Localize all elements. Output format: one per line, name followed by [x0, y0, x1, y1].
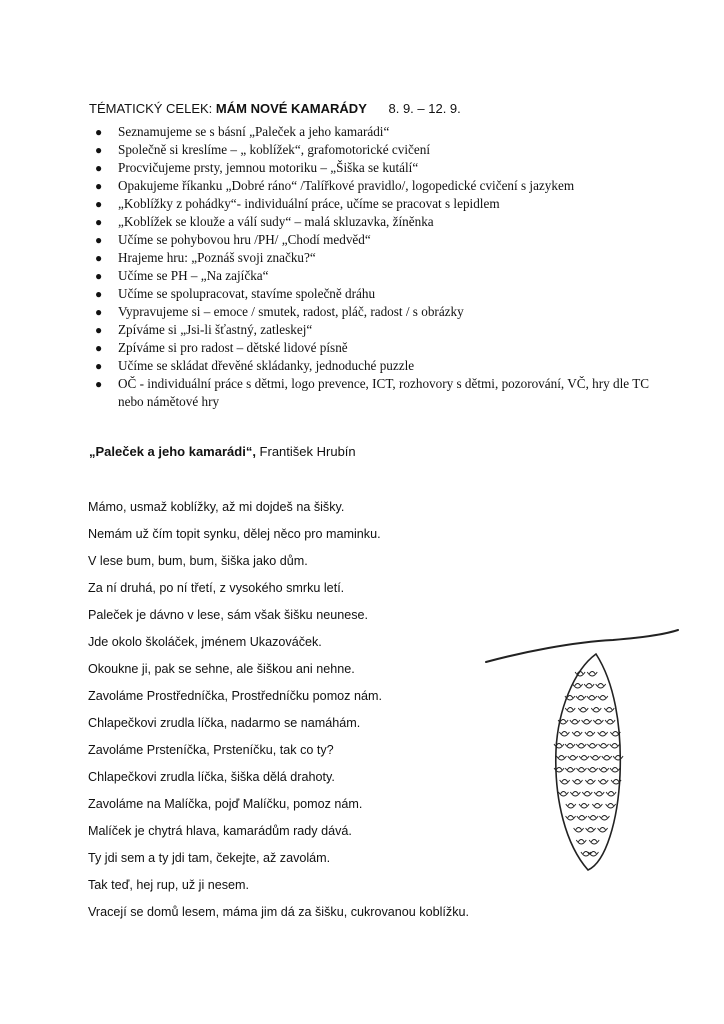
poem-line: Ty jdi sem a ty jdi tam, čekejte, až zavolám.	[88, 851, 331, 865]
activity-item	[92, 303, 652, 321]
poem-line: Zavoláme Prsteníčka, Prsteníčku, tak co ty?	[88, 743, 334, 757]
bullet-icon: ●	[95, 359, 103, 373]
bullet-icon: ●	[95, 251, 103, 265]
activity-text: Učíme se pohybovou hru /PH/ „Chodí medvěd“	[118, 232, 371, 247]
activity-text: Seznamujeme se s básní „Paleček a jeho kamarádi“	[118, 124, 390, 139]
theme-heading	[89, 101, 461, 116]
activity-text: „Koblížky z pohádky“- individuální práce, učíme se pracovat s lepidlem	[118, 196, 500, 211]
poem-line: Za ní druhá, po ní třetí, z vysokého smrku letí.	[88, 581, 345, 595]
poem-line: Mámo, usmaž koblížky, až mi dojdeš na šišky.	[88, 500, 345, 514]
activity-text: Procvičujeme prsty, jemnou motoriku – „Šiška se kutálí“	[118, 160, 419, 175]
theme-dates: 8. 9. – 12. 9.	[388, 101, 461, 116]
bullet-icon: ●	[95, 341, 103, 355]
bullet-icon: ●	[95, 215, 103, 229]
bullet-icon: ●	[95, 143, 103, 157]
poem-line: Vracejí se domů lesem, máma jim dá za šišku, cukrovanou koblížku.	[88, 905, 469, 919]
activity-text: Hrajeme hru: „Poznáš svoji značku?“	[118, 250, 316, 265]
bullet-icon: ●	[95, 377, 103, 391]
activity-item	[92, 267, 652, 285]
poem-line: Jde okolo školáček, jménem Ukazováček.	[88, 635, 322, 649]
activity-text: Učíme se spolupracovat, stavíme společně dráhu	[118, 286, 376, 301]
poem-line: Nemám už čím topit synku, dělej něco pro maminku.	[88, 527, 381, 541]
activity-text: Vypravujeme si – emoce / smutek, radost, pláč, radost / s obrázky	[118, 304, 464, 319]
theme-title: MÁM NOVÉ KAMARÁDY	[215, 101, 367, 116]
spruce-twig	[486, 630, 678, 662]
bullet-icon: ●	[95, 287, 103, 301]
activity-item	[92, 195, 652, 213]
poem-heading	[89, 444, 356, 459]
activity-text: Společně si kreslíme – „ koblížek“, grafomotorické cvičení	[118, 142, 430, 157]
activity-text: „Koblížek se klouže a válí sudy“ – malá skluzavka, žíněnka	[118, 214, 434, 229]
activity-item	[92, 231, 652, 249]
activity-text: Učíme se PH – „Na zajíčka“	[118, 268, 269, 283]
activity-text: Učíme se skládat dřevěné skládanky, jednoduché puzzle	[118, 358, 415, 373]
activity-item	[92, 141, 652, 159]
poem-line: Okoukne ji, pak se sehne, ale šiškou ani nehne.	[88, 662, 355, 676]
activity-item	[92, 159, 652, 177]
poem-line: Chlapečkovi zrudla líčka, nadarmo se namáhám.	[88, 716, 361, 730]
bullet-icon: ●	[95, 125, 103, 139]
activity-item	[92, 357, 652, 375]
activity-item	[92, 375, 652, 411]
activity-item	[92, 123, 652, 141]
poem-line: V lese bum, bum, bum, šiška jako dům.	[88, 554, 308, 568]
bullet-icon: ●	[95, 323, 103, 337]
poem-title: „Paleček a jeho kamarádi“,	[89, 444, 256, 459]
poem-line: Malíček je chytrá hlava, kamarádům rady dává.	[88, 824, 352, 838]
bullet-icon: ●	[95, 233, 103, 247]
activity-text: OČ - individuální práce s dětmi, logo prevence, ICT, rozhovory s dětmi, pozorování, VČ, hry dle TC nebo námětové hry	[118, 376, 650, 409]
bullet-icon: ●	[95, 305, 103, 319]
activity-list	[92, 123, 652, 411]
bullet-icon: ●	[95, 197, 103, 211]
theme-label: TÉMATICKÝ CELEK:	[89, 101, 213, 116]
bullet-icon: ●	[95, 269, 103, 283]
activity-item	[92, 321, 652, 339]
activity-text: Opakujeme říkanku „Dobré ráno“ /Talířkové pravidlo/, logopedické cvičení s jazykem	[118, 178, 575, 193]
activity-item	[92, 177, 652, 195]
cone	[554, 654, 623, 870]
poem-line: Zavoláme na Malíčka, pojď Malíčku, pomoz nám.	[88, 797, 363, 811]
spruce-cone-illustration	[478, 600, 683, 875]
activity-item	[92, 249, 652, 267]
bullet-icon: ●	[95, 161, 103, 175]
poem-line: Chlapečkovi zrudla líčka, šiška dělá drahoty.	[88, 770, 335, 784]
activity-item	[92, 285, 652, 303]
poem-text	[88, 499, 469, 931]
poem-author: František Hrubín	[255, 444, 356, 459]
poem-line: Tak teď, hej rup, už ji nesem.	[88, 878, 250, 892]
activity-item	[92, 339, 652, 357]
activity-text: Zpíváme si „Jsi-li šťastný, zatleskej“	[118, 322, 313, 337]
activity-item	[92, 213, 652, 231]
activity-text: Zpíváme si pro radost – dětské lidové písně	[118, 340, 348, 355]
bullet-icon: ●	[95, 179, 103, 193]
poem-line: Zavoláme Prostředníčka, Prostředníčku pomoz nám.	[88, 689, 382, 703]
poem-line: Paleček je dávno v lese, sám však šišku neunese.	[88, 608, 369, 622]
